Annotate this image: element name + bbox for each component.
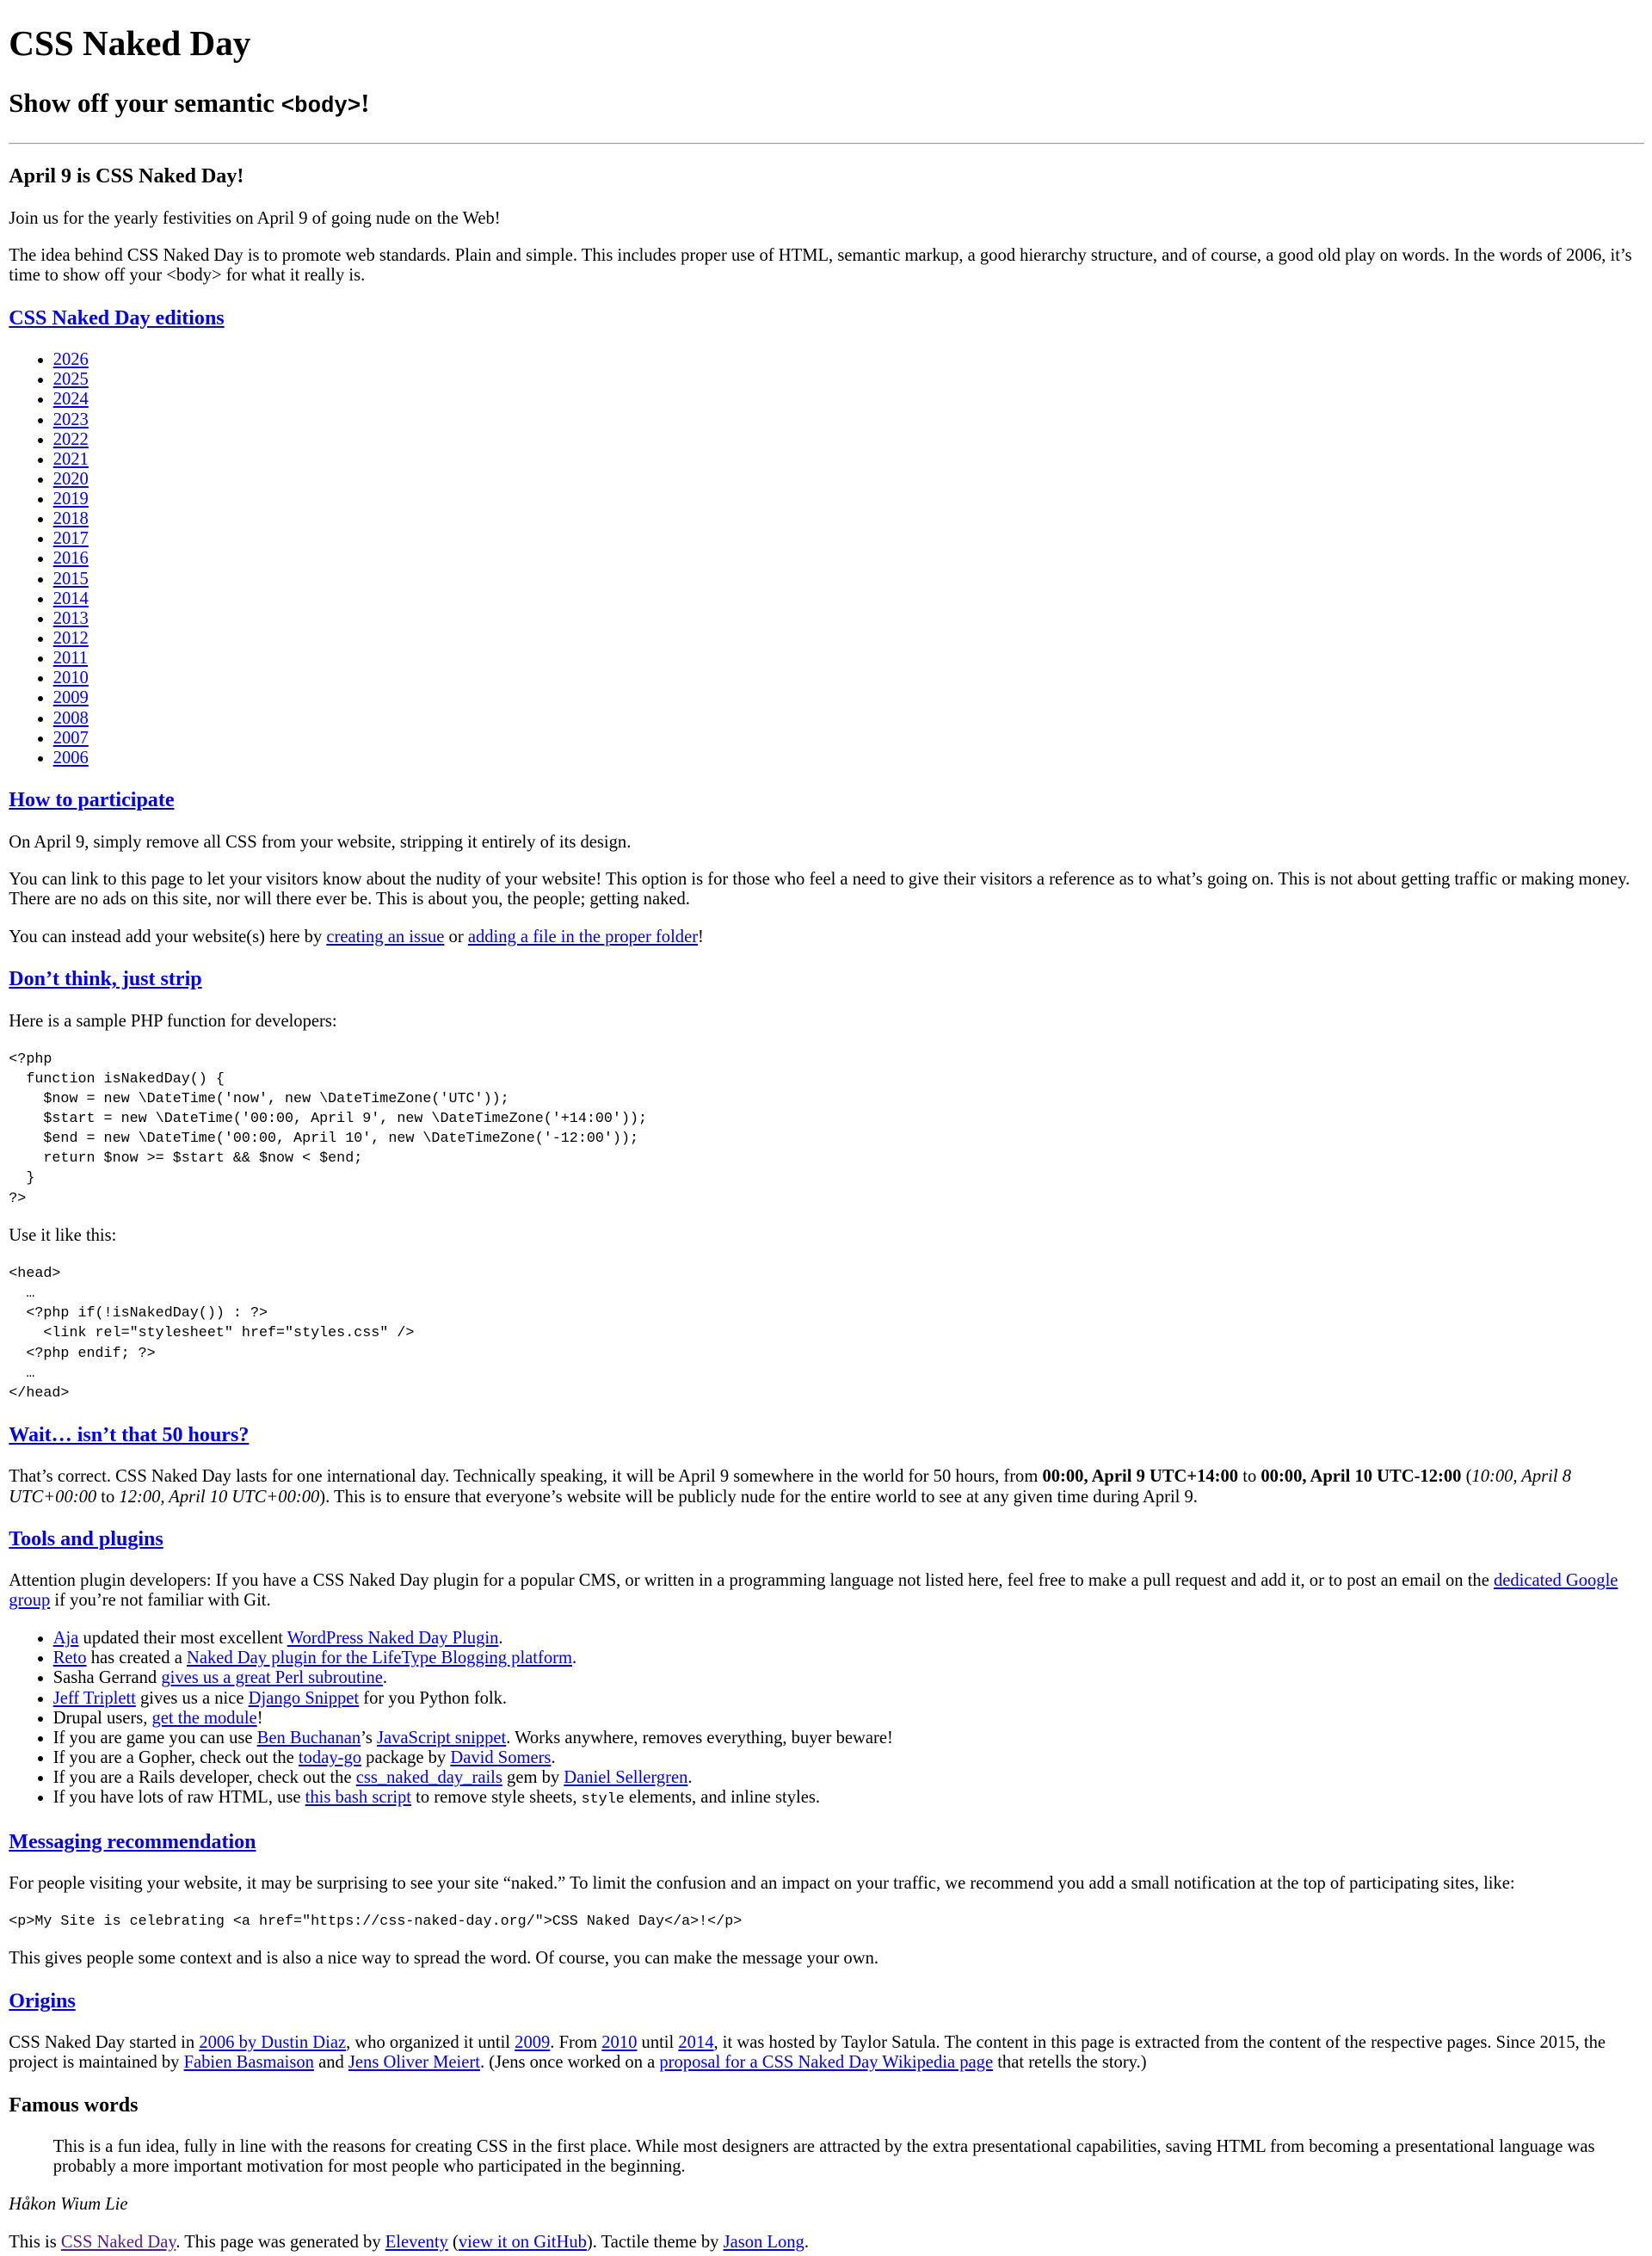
edition-item bbox=[53, 749, 1644, 768]
participate-paragraph-2: You can link to this page to let your visitors know about the nudity of your website! This option is for those who feel a need to give their visitors a reference as to what’s going on. This is not about getting traffic or making money. There are no ads on this site, nor will there ever be. This is about you, the people; getting naked. bbox=[9, 870, 1630, 909]
edition-item bbox=[53, 350, 1644, 370]
tool-item: • Drupal users, get the module! bbox=[53, 1709, 1644, 1729]
utc-end-time: 12:00, April 10 UTC+00:00 bbox=[119, 1487, 320, 1507]
tools-list bbox=[9, 1629, 1643, 1809]
edition-link-2022[interactable]: 2022 bbox=[52, 429, 89, 449]
messaging-paragraph-2: This gives people some context and is also a nice way to spread the word. Of course, you can make the message your own. bbox=[9, 1949, 878, 1969]
rails-gem-link[interactable]: css_naked_day_rails bbox=[355, 1768, 502, 1788]
javascript-snippet-link[interactable]: JavaScript snippet bbox=[377, 1728, 507, 1747]
lifetype-plugin-link[interactable]: Naked Day plugin for the LifeType Blogging platform bbox=[187, 1649, 572, 1668]
edition-link-2016[interactable]: 2016 bbox=[52, 549, 89, 569]
origins-paragraph: CSS Naked Day started in 2006 by Dustin Diaz, who organized it until 2009. From 2010 until 2014, it was hosted by Taylor Satula. The content in this page is extracted from the content of the respective pages. Since 2015, the project is maintained by Fabien Basmaison and Jens Oliver Meiert. (Jens once worked on a proposal for a CSS Naked Day Wikipedia page that retells the story.) bbox=[9, 2033, 1606, 2073]
tool-item: • If you are a Gopher, check out the today-go package by David Somers. bbox=[53, 1748, 1644, 1768]
dustin-diaz-link[interactable]: 2006 by Dustin Diaz bbox=[199, 2033, 347, 2053]
tool-item: • If you are game you can use Ben Buchanan’s JavaScript snippet. Works anywhere, removes everything, buyer beware! bbox=[53, 1729, 1644, 1748]
github-link[interactable]: view it on GitHub bbox=[458, 2232, 587, 2252]
edition-item bbox=[53, 649, 1644, 669]
edition-item bbox=[53, 509, 1644, 529]
origins-2009-link[interactable]: 2009 bbox=[515, 2033, 551, 2053]
drupal-module-link[interactable]: get the module bbox=[151, 1708, 257, 1728]
edition-item bbox=[53, 629, 1644, 649]
edition-item bbox=[53, 589, 1644, 609]
tool-item: • Sasha Gerrand gives us a great Perl subroutine. bbox=[53, 1668, 1644, 1688]
edition-link-2013[interactable]: 2013 bbox=[52, 608, 89, 628]
famous-quote bbox=[53, 2137, 1600, 2177]
messaging-heading-link[interactable]: Messaging recommendation bbox=[9, 1830, 256, 1853]
tools-heading[interactable] bbox=[9, 1527, 1643, 1551]
edition-item bbox=[53, 549, 1644, 569]
messaging-heading[interactable] bbox=[9, 1830, 1643, 1854]
jens-oliver-meiert-link[interactable]: Jens Oliver Meiert bbox=[348, 2053, 480, 2073]
hours-heading[interactable] bbox=[9, 1423, 1643, 1447]
edition-item bbox=[53, 529, 1644, 549]
edition-link-2025[interactable]: 2025 bbox=[52, 370, 89, 390]
edition-item bbox=[53, 370, 1644, 390]
page-wrapper bbox=[9, 23, 1643, 2253]
edition-link-2010[interactable]: 2010 bbox=[52, 669, 89, 688]
edition-item bbox=[53, 688, 1644, 708]
creating-issue-link[interactable]: creating an issue bbox=[326, 928, 445, 947]
edition-link-2026[interactable]: 2026 bbox=[52, 350, 89, 370]
eleventy-link[interactable]: Eleventy bbox=[385, 2232, 448, 2252]
php-function-code: <?php function isNakedDay() { $now = new \DateTime('now', new \DateTimeZone('UTC')); $start = new \DateTime('00:00, April 9', new \DateTimeZone('+14:00')); $end = new \DateTime('00:00, April 10', new \DateTimeZone('-12:00')); return $now >= $start && $now < $end; } ?> bbox=[9, 1051, 648, 1207]
tool-item: • Aja updated their most excellent WordPress Naked Day Plugin. bbox=[53, 1629, 1644, 1649]
fabien-basmaison-link[interactable]: Fabien Basmaison bbox=[183, 2053, 314, 2073]
intro-paragraph-2: The idea behind CSS Naked Day is to promote web standards. Plain and simple. This includes proper use of HTML, semantic markup, a good hierarchy structure, and of course, a good old play on words. In the words of 2006, it’s time to show off your <body> for what it really is. bbox=[9, 246, 1632, 286]
tool-item: • If you have lots of raw HTML, use this bash script to remove style sheets, style elements, and inline styles. bbox=[53, 1788, 1644, 1809]
tool-item: • Jeff Triplett gives us a nice Django Snippet for you Python folk. bbox=[53, 1689, 1644, 1709]
tools-heading-link[interactable]: Tools and plugins bbox=[9, 1527, 163, 1550]
edition-link-2021[interactable]: 2021 bbox=[52, 449, 89, 469]
start-time: 00:00, April 9 UTC+14:00 bbox=[1042, 1467, 1239, 1487]
strip-heading[interactable] bbox=[9, 967, 1643, 991]
strip-paragraph-1: Here is a sample PHP function for developers: bbox=[9, 1011, 337, 1031]
quote-text: This is a fun idea, fully in line with the reasons for creating CSS in the first place. While most designers are attracted by the extra presentational capabilities, saving HTML from becoming a presentational language was probably a more important motivation for most people who participated in the beginning. bbox=[52, 2136, 1595, 2177]
wikipedia-proposal-link[interactable]: proposal for a CSS Naked Day Wikipedia page bbox=[659, 2053, 994, 2073]
edition-item bbox=[53, 609, 1644, 629]
aja-link[interactable]: Aja bbox=[52, 1629, 79, 1649]
messaging-code: <p>My Site is celebrating <a href="https://css-naked-day.org/">CSS Naked Day</a>!</p> bbox=[9, 1913, 743, 1930]
tool-item: • Reto has created a Naked Day plugin for the LifeType Blogging platform. bbox=[53, 1649, 1644, 1668]
edition-link-2020[interactable]: 2020 bbox=[52, 469, 89, 489]
quote-author: Håkon Wium Lie bbox=[9, 2194, 128, 2214]
edition-link-2007[interactable]: 2007 bbox=[52, 728, 89, 748]
intro-paragraph-1: Join us for the yearly festivities on April 9 of going nude on the Web! bbox=[9, 208, 501, 228]
edition-item bbox=[53, 669, 1644, 688]
origins-heading[interactable] bbox=[9, 1989, 1643, 2013]
page-subtitle: Show off your semantic <body>! bbox=[9, 88, 370, 119]
utc-start-time: 10:00, April 8 UTC+00:00 bbox=[9, 1467, 1571, 1507]
divider bbox=[9, 143, 1643, 145]
edition-item bbox=[53, 430, 1644, 450]
subtitle-code: <body> bbox=[280, 93, 361, 119]
bash-script-link[interactable]: this bash script bbox=[305, 1788, 412, 1808]
daniel-sellergren-link[interactable]: Daniel Sellergren bbox=[564, 1768, 688, 1788]
edition-link-2015[interactable]: 2015 bbox=[52, 569, 89, 589]
edition-item bbox=[53, 490, 1644, 509]
django-snippet-link[interactable]: Django Snippet bbox=[248, 1688, 360, 1708]
page-title: CSS Naked Day bbox=[9, 22, 251, 63]
editions-heading-link[interactable]: CSS Naked Day editions bbox=[9, 306, 225, 330]
hours-heading-link[interactable]: Wait… isn’t that 50 hours? bbox=[9, 1424, 250, 1447]
participate-paragraph-3: You can instead add your website(s) here by creating an issue or adding a file in the proper folder! bbox=[9, 928, 704, 947]
edition-item bbox=[53, 729, 1644, 749]
edition-item bbox=[53, 570, 1644, 589]
tools-paragraph: Attention plugin developers: If you have a CSS Naked Day plugin for a popular CMS, or written in a programming language not listed here, feel free to make a pull request and add it, or to post an email on the dedicated Google group if you’re not familiar with Git. bbox=[9, 1571, 1618, 1611]
today-go-link[interactable]: today-go bbox=[298, 1748, 362, 1768]
famous-words-heading: Famous words bbox=[9, 2093, 139, 2117]
adding-file-link[interactable]: adding a file in the proper folder bbox=[467, 928, 699, 947]
editions-heading[interactable] bbox=[9, 306, 1643, 330]
ben-buchanan-link[interactable]: Ben Buchanan bbox=[256, 1728, 361, 1747]
jeff-triplett-link[interactable]: Jeff Triplett bbox=[52, 1688, 136, 1708]
google-group-link[interactable]: dedicated Google group bbox=[9, 1571, 1618, 1611]
strip-paragraph-2: Use it like this: bbox=[9, 1226, 117, 1246]
participate-paragraph-1: On April 9, simply remove all CSS from your website, stripping it entirely of its design. bbox=[9, 832, 632, 852]
footer: This is CSS Naked Day. This page was generated by Eleventy (view it on GitHub). Tactile theme by Jason Long. bbox=[9, 2232, 809, 2252]
edition-link-2012[interactable]: 2012 bbox=[52, 629, 89, 649]
perl-subroutine-link[interactable]: gives us a great Perl subroutine bbox=[161, 1668, 383, 1688]
messaging-paragraph-1: For people visiting your website, it may be surprising to see your site “naked.” To limit the confusion and an impact on your traffic, we recommend you add a small notification at the top of participating sites, like: bbox=[9, 1874, 1515, 1893]
edition-item bbox=[53, 390, 1644, 410]
tool-item: • If you are a Rails developer, check out the css_naked_day_rails gem by Daniel Sellergren. bbox=[53, 1768, 1644, 1788]
reto-link[interactable]: Reto bbox=[52, 1649, 87, 1668]
david-somers-link[interactable]: David Somers bbox=[450, 1748, 552, 1768]
edition-link-2024[interactable]: 2024 bbox=[52, 390, 89, 410]
editions-list bbox=[9, 350, 1643, 768]
edition-link-2018[interactable]: 2018 bbox=[52, 509, 89, 529]
edition-link-2006[interactable]: 2006 bbox=[52, 748, 89, 767]
css-naked-day-link[interactable]: CSS Naked Day bbox=[60, 2232, 176, 2252]
edition-link-2019[interactable]: 2019 bbox=[52, 490, 89, 509]
edition-link-2009[interactable]: 2009 bbox=[52, 688, 89, 708]
strip-heading-link[interactable]: Don’t think, just strip bbox=[9, 968, 202, 991]
origins-2014-link[interactable]: 2014 bbox=[678, 2033, 714, 2053]
edition-link-2008[interactable]: 2008 bbox=[52, 708, 89, 728]
intro-heading: April 9 is CSS Naked Day! bbox=[9, 165, 244, 188]
edition-item bbox=[53, 470, 1644, 490]
wordpress-plugin-link[interactable]: WordPress Naked Day Plugin bbox=[287, 1629, 499, 1649]
php-usage-code: <head> … <?php if(!isNakedDay()) : ?> <link rel="stylesheet" href="styles.css" /> <?php endif; ?> … </head> bbox=[9, 1265, 415, 1402]
participate-heading-link[interactable]: How to participate bbox=[9, 789, 175, 812]
origins-heading-link[interactable]: Origins bbox=[9, 1989, 76, 2013]
edition-link-2017[interactable]: 2017 bbox=[52, 529, 89, 549]
jason-long-link[interactable]: Jason Long bbox=[723, 2232, 804, 2252]
style-code: style bbox=[581, 1791, 625, 1809]
edition-item bbox=[53, 410, 1644, 430]
end-time: 00:00, April 10 UTC-12:00 bbox=[1261, 1467, 1462, 1487]
edition-link-2014[interactable]: 2014 bbox=[52, 589, 89, 608]
edition-link-2011[interactable]: 2011 bbox=[52, 649, 89, 669]
edition-item bbox=[53, 709, 1644, 729]
hours-paragraph: That’s correct. CSS Naked Day lasts for one international day. Technically speaking, it will be April 9 somewhere in the world for 50 hours, from 00:00, April 9 UTC+14:00 to 00:00, April 10 UTC-12:00 (10:00, April 8 UTC+00:00 to 12:00, April 10 UTC+00:00). This is to ensure that everyone’s website will be publicly nude for the entire world to see at any given time during April 9. bbox=[9, 1467, 1571, 1507]
participate-heading[interactable] bbox=[9, 788, 1643, 812]
edition-item bbox=[53, 450, 1644, 470]
origins-2010-link[interactable]: 2010 bbox=[601, 2033, 638, 2053]
edition-link-2023[interactable]: 2023 bbox=[52, 410, 89, 429]
